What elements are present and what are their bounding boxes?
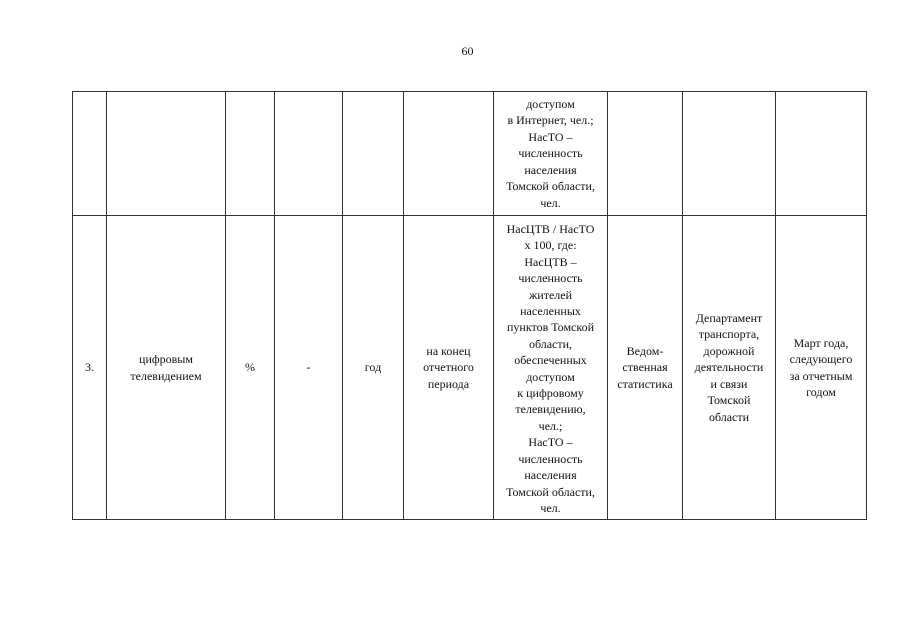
cell-text-line: периода <box>427 376 470 391</box>
formula-cell <box>494 216 608 520</box>
source-cell <box>608 216 683 520</box>
cell-text-line: НасЦТВ – <box>524 254 577 269</box>
base-value-cell: - <box>275 216 343 520</box>
responsible-cell <box>683 216 776 520</box>
table-row <box>73 216 867 520</box>
cell-text-line: к цифровому <box>517 386 584 401</box>
cell-text-line: на конец <box>426 343 471 358</box>
cell-text-line: телевидением <box>130 368 202 383</box>
cell-text-line: НасЦТВ / НасТО <box>506 222 595 236</box>
cell-text-line: численность <box>518 451 583 466</box>
cell-text-line: НасТО – <box>528 129 573 144</box>
row-number-cell <box>73 92 107 216</box>
cell-text-line: цифровым <box>139 352 193 367</box>
cell-text-line: х 100, где: <box>524 238 577 253</box>
indicator-name-cell <box>107 216 226 520</box>
cell-text-line: чел. <box>540 500 561 515</box>
cell-text-line: доступом <box>526 97 575 112</box>
cell-text-line: области <box>708 409 750 424</box>
cell-text-line: жителей <box>528 287 573 302</box>
deadline-cell <box>776 92 867 216</box>
cell-text-line: Томской области, <box>506 484 595 499</box>
unit-cell <box>226 92 275 216</box>
cell-text-line: обеспеченных <box>514 353 587 368</box>
cell-text-line: численность <box>518 271 583 286</box>
cell-text-line: в Интернет, чел.; <box>507 113 594 128</box>
cell-text-line: населения <box>524 468 577 483</box>
cell-text-line: населения <box>524 162 577 177</box>
cell-text-line: за отчетным <box>789 368 853 383</box>
cell-text-line: телевидению, <box>515 402 586 417</box>
cell-text-line: области, <box>528 336 573 351</box>
deadline-cell <box>776 216 867 520</box>
cell-text-line: чел.; <box>538 418 563 433</box>
periodicity-cell <box>343 92 404 216</box>
time-cell <box>404 216 494 520</box>
periodicity-cell: год <box>343 216 404 520</box>
unit-cell: % <box>226 216 275 520</box>
cell-text-line: пунктов Томской <box>506 320 595 335</box>
time-cell <box>404 92 494 216</box>
row-number-cell: 3. <box>73 216 107 520</box>
indicator-table <box>72 91 867 520</box>
cell-text-line: Ведом- <box>626 343 664 358</box>
cell-text-line: и связи <box>710 376 748 391</box>
formula-cell <box>494 92 608 216</box>
cell-text-line: населенных <box>520 304 581 319</box>
cell-text-line: чел. <box>540 195 561 210</box>
cell-text-line: дорожной <box>703 343 755 358</box>
responsible-cell <box>683 92 776 216</box>
cell-text-line: отчетного <box>423 360 474 375</box>
cell-text-line: следующего <box>789 352 853 367</box>
cell-text-line: статистика <box>617 376 673 391</box>
cell-text-line: ственная <box>622 360 668 375</box>
cell-text-line: численность <box>518 146 583 161</box>
cell-text-line: Март года, <box>793 335 849 350</box>
base-value-cell <box>275 92 343 216</box>
cell-text-line: НасТО – <box>528 435 573 450</box>
cell-text-line: транспорта, <box>698 327 760 342</box>
cell-text-line: Департамент <box>695 311 763 326</box>
cell-text-line: годом <box>806 384 836 399</box>
indicator-name-cell <box>107 92 226 216</box>
cell-text-line: доступом <box>526 369 575 384</box>
table-row <box>73 92 867 216</box>
page-number: 60 <box>461 44 474 58</box>
cell-text-line: Томской <box>707 393 751 408</box>
cell-text-line: деятельности <box>694 360 764 375</box>
cell-text-line: Томской области, <box>506 179 595 194</box>
source-cell <box>608 92 683 216</box>
